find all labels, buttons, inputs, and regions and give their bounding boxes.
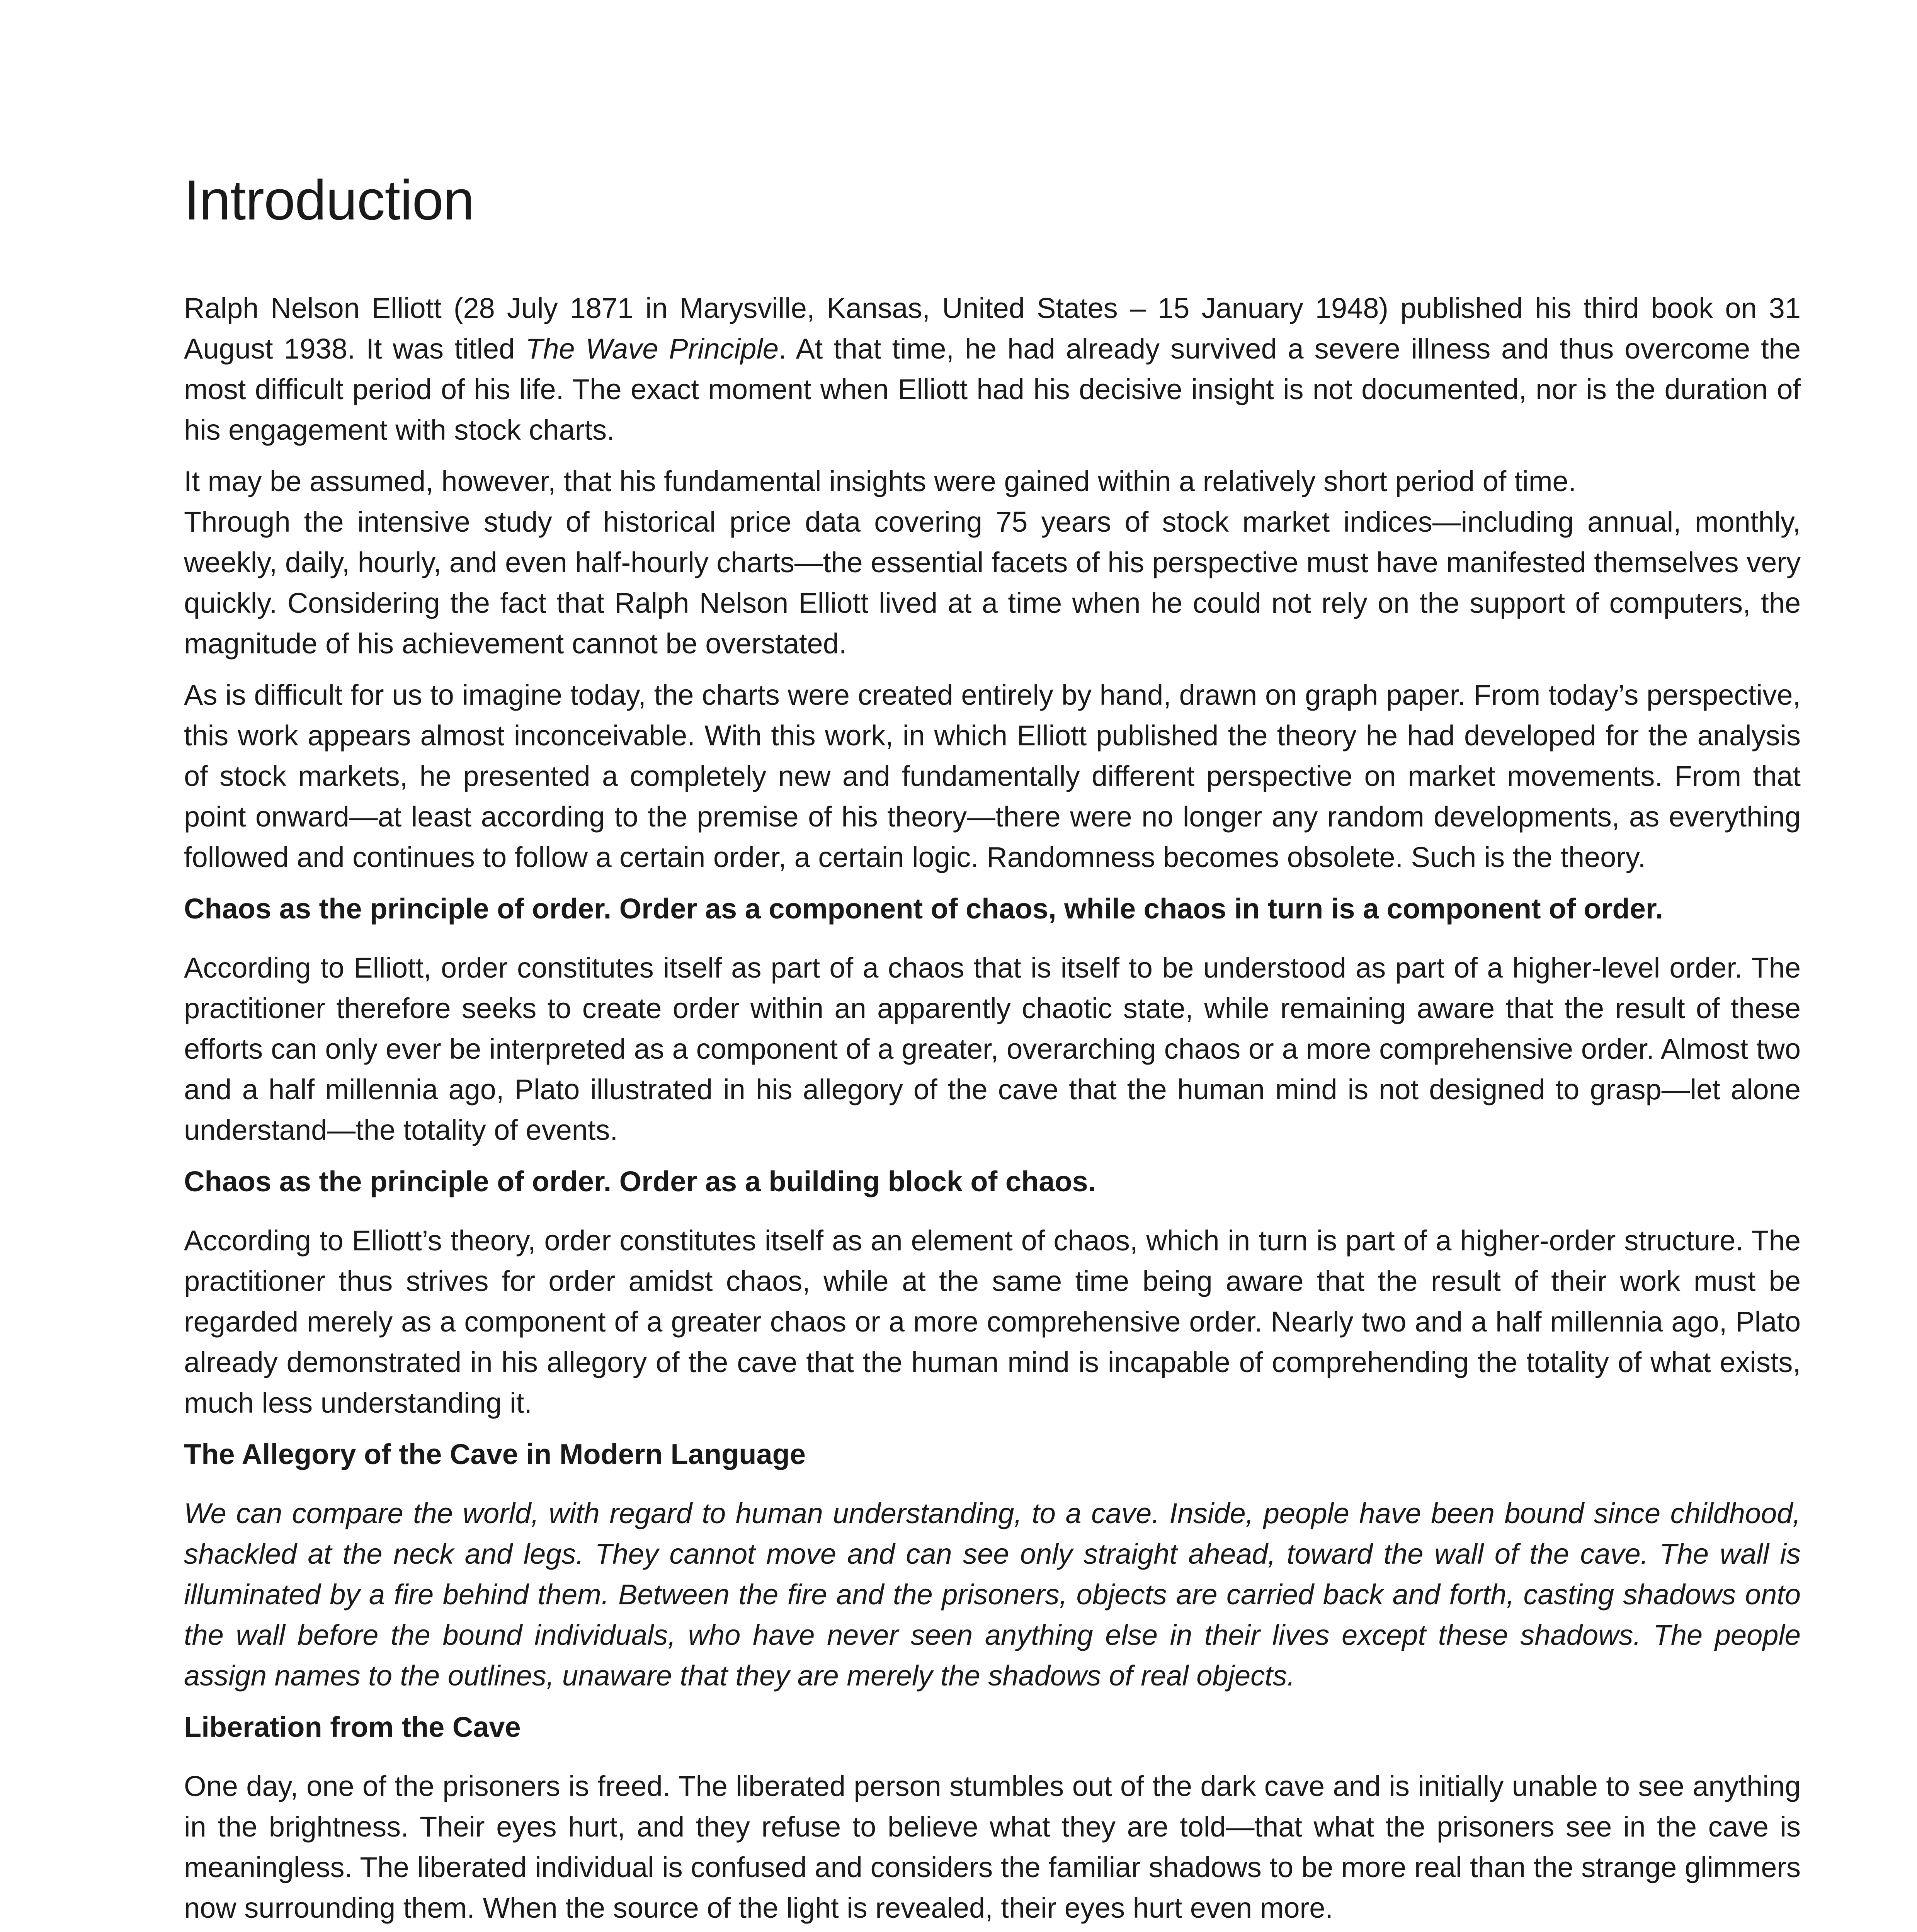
- paragraph-2: [184, 461, 1801, 664]
- page-title: Introduction: [184, 168, 474, 231]
- paragraph-2-rest: Through the intensive study of historical price data covering 75 years of stock market indices—including annual, monthly, weekly, daily, hourly, and even half-hourly charts—the essential facets of his perspective must have manifested themselves very quickly. Considering the fact that Ralph Nelson Elliott lived at a time when he could not rely on the support of computers, the magnitude of his achievement cannot be overstated.: [184, 506, 1801, 660]
- book-title: The Wave Principle: [526, 333, 779, 365]
- subheading-chaos-order-1: Chaos as the principle of order. Order as a component of chaos, while chaos in turn is a component of order.: [184, 893, 1664, 925]
- paragraph-6-allegory: We can compare the world, with regard to human understanding, to a cave. Inside, people have been bound since childhood, shackled at the neck and legs. They cannot move and can see only straight ahead, toward the wall of the cave. The wall is illuminated by a fire behind them. Between the fire and the prisoners, objects are carried back and forth, casting shadows onto the wall before the bound individuals, who have never seen anything else in their lives except these shadows. The people assign names to the outlines, unaware that they are merely the shadows of real objects.: [184, 1497, 1801, 1692]
- paragraph-1-text-b: . At that time, he had already survived a severe illness and thus overcome the most difficult period of his life. The exact moment when Elliott had his decisive insight is not documented, nor is the duration of his engagement with stock charts.: [184, 333, 1801, 446]
- subheading-liberation: Liberation from the Cave: [184, 1711, 521, 1743]
- paragraph-2-line-1: It may be assumed, however, that his fundamental insights were gained within a relatively short period of time.: [184, 465, 1577, 498]
- paragraph-1-text-a: Ralph Nelson Elliott (28 July 1871 in Marysville, Kansas, United States – 15 January 1948) published his third book on 31 August 1938. It was titled: [184, 292, 1801, 365]
- page-content: [184, 166, 1801, 1932]
- paragraph-1: [184, 288, 1801, 450]
- paragraph-5: According to Elliott’s theory, order constitutes itself as an element of chaos, which in turn is part of a higher-order structure. The practitioner thus strives for order amidst chaos, while at the same time being aware that the result of their work must be regarded merely as a component of a greater chaos or a more comprehensive order. Nearly two and a half millennia ago, Plato already demonstrated in his allegory of the cave that the human mind is incapable of comprehending the totality of what exists, much less understanding it.: [184, 1225, 1801, 1419]
- subheading-allegory-cave: The Allegory of the Cave in Modern Language: [184, 1438, 806, 1471]
- paragraph-3: As is difficult for us to imagine today, the charts were created entirely by hand, drawn on graph paper. From today’s perspective, this work appears almost inconceivable. With this work, in which Elliott published the theory he had developed for the analysis of stock markets, he presented a completely new and fundamentally different perspective on market movements. From that point onward—at least according to the premise of his theory—there were no longer any random developments, as everything followed and continues to follow a certain order, a certain logic. Randomness becomes obsolete. Such is the theory.: [184, 679, 1801, 874]
- subheading-chaos-order-2: Chaos as the principle of order. Order as a building block of chaos.: [184, 1165, 1096, 1198]
- paragraph-7: One day, one of the prisoners is freed. The liberated person stumbles out of the dark cave and is initially unable to see anything in the brightness. Their eyes hurt, and they refuse to believe what they are told—that what the prisoners see in the cave is meaningless. The liberated individual is confused and considers the familiar shadows to be more real than the strange glimmers now surrounding them. When the source of the light is revealed, their eyes hurt even more.: [184, 1770, 1801, 1924]
- paragraph-4: According to Elliott, order constitutes itself as part of a chaos that is itself to be understood as part of a higher-level order. The practitioner therefore seeks to create order within an apparently chaotic state, while remaining aware that the result of these efforts can only ever be interpreted as a component of a greater, overarching chaos or a more comprehensive order. Almost two and a half millennia ago, Plato illustrated in his allegory of the cave that the human mind is not designed to grasp—let alone understand—the totality of events.: [184, 952, 1801, 1146]
